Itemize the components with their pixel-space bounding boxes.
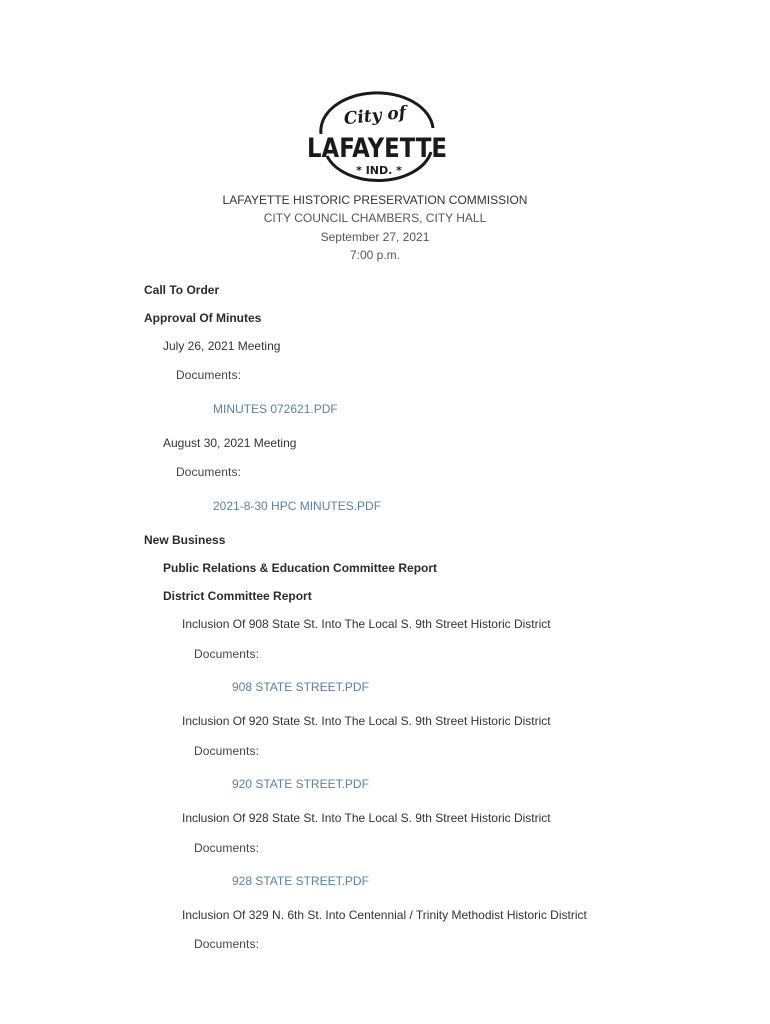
- meeting-location: CITY COUNCIL CHAMBERS, CITY HALL: [263, 211, 487, 225]
- heading-pr-committee: Public Relations & Education Committee Report: [163, 561, 438, 575]
- item-920-state: Inclusion Of 920 State St. Into The Local S. 9th Street Historic District: [182, 714, 551, 728]
- heading-call-to-order: Call To Order: [144, 283, 220, 297]
- logo-text-lafayette: LAFAYETTE: [307, 133, 447, 164]
- link-908-state-pdf[interactable]: 908 STATE STREET.PDF: [232, 680, 369, 694]
- city-of-lafayette-logo: [303, 88, 451, 192]
- documents-label: Documents:: [194, 647, 260, 661]
- item-august-meeting: August 30, 2021 Meeting: [163, 436, 297, 450]
- link-920-state-pdf[interactable]: 920 STATE STREET.PDF: [232, 777, 369, 791]
- item-july-meeting: July 26, 2021 Meeting: [163, 339, 281, 353]
- commission-title: LAFAYETTE HISTORIC PRESERVATION COMMISSION: [222, 193, 528, 207]
- logo-text-ind: * IND. *: [356, 164, 402, 177]
- heading-new-business: New Business: [144, 533, 226, 547]
- item-329-n-6th: Inclusion Of 329 N. 6th St. Into Centennial / Trinity Methodist Historic District: [182, 908, 587, 922]
- meeting-time: 7:00 p.m.: [349, 248, 401, 262]
- documents-label: Documents:: [194, 937, 260, 951]
- documents-label: Documents:: [194, 841, 260, 855]
- meeting-date: September 27, 2021: [320, 230, 430, 244]
- documents-label: Documents:: [176, 368, 242, 382]
- item-908-state: Inclusion Of 908 State St. Into The Local S. 9th Street Historic District: [182, 617, 551, 631]
- logo-text-city-of: City of: [342, 102, 408, 130]
- heading-approval-of-minutes: Approval Of Minutes: [144, 311, 262, 325]
- documents-label: Documents:: [194, 744, 260, 758]
- documents-label: Documents:: [176, 465, 242, 479]
- link-july-minutes-pdf[interactable]: MINUTES 072621.PDF: [213, 402, 338, 416]
- item-928-state: Inclusion Of 928 State St. Into The Local S. 9th Street Historic District: [182, 811, 551, 825]
- link-august-minutes-pdf[interactable]: 2021-8-30 HPC MINUTES.PDF: [213, 499, 382, 513]
- heading-district-committee: District Committee Report: [163, 589, 312, 603]
- link-928-state-pdf[interactable]: 928 STATE STREET.PDF: [232, 874, 369, 888]
